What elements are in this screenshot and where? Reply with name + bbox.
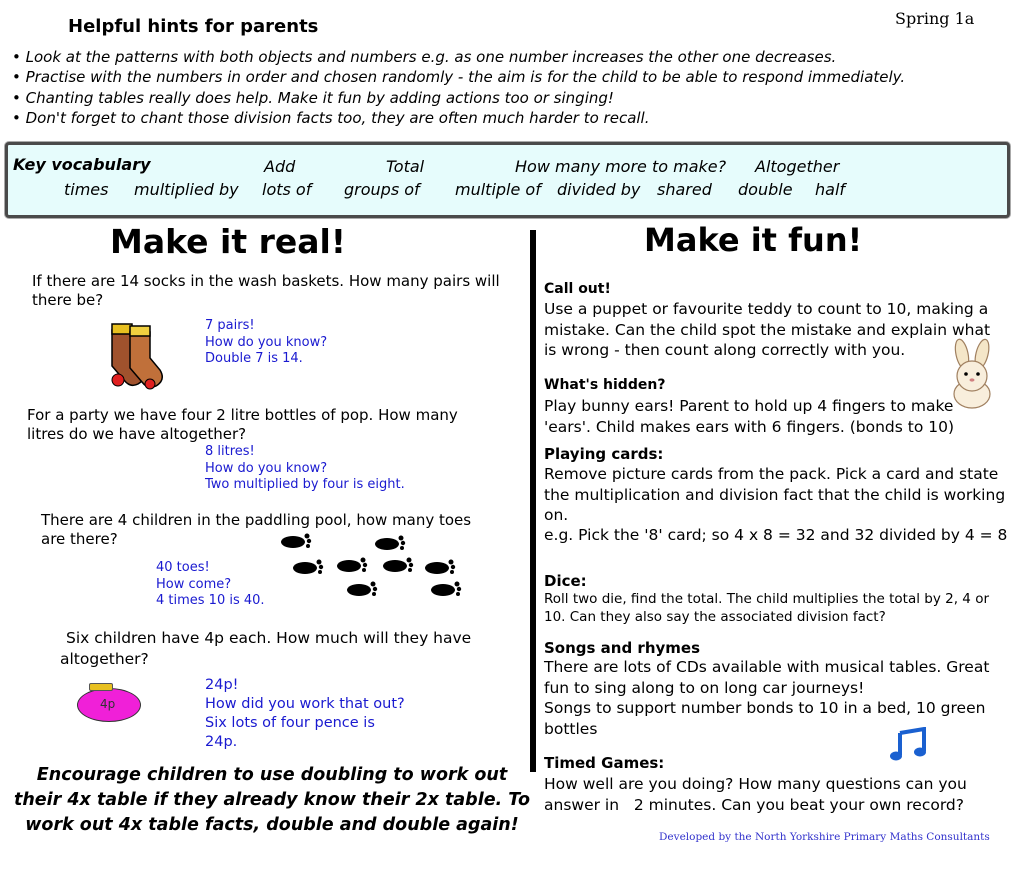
answer-line: Two multiplied by four is eight. xyxy=(205,477,405,492)
vocab-word: multiple of xyxy=(455,180,541,199)
answer-line: Six lots of four pence is xyxy=(205,715,375,731)
cards-text: Remove picture cards from the pack. Pick a card and state the multiplication and division fact that the child is working on. xyxy=(544,465,1006,524)
purse-clasp xyxy=(89,683,113,691)
answer-line: 4 times 10 is 40. xyxy=(156,593,265,608)
timed-title: Timed Games: xyxy=(544,754,665,772)
answer-line: 24p! xyxy=(205,677,239,693)
column-divider xyxy=(530,230,536,772)
hidden-title: What's hidden? xyxy=(544,377,666,393)
question-socks: If there are 14 socks in the wash baskets. How many pairs will there be? xyxy=(32,272,500,309)
hint-3: • Chanting tables really does help. Make it fun by adding actions too or singing! xyxy=(12,89,614,107)
answer-line: Double 7 is 14. xyxy=(205,351,303,366)
vocabulary-title: Key vocabulary xyxy=(13,155,151,174)
vocab-word: How many more to make? xyxy=(515,157,727,176)
answer-line: 24p. xyxy=(205,734,238,750)
answer-line: How come? xyxy=(156,576,232,592)
timed-text: How well are you doing? How many questions can you answer in 2 minutes. Can you beat your own record? xyxy=(544,775,967,814)
vocab-word: Total xyxy=(386,157,425,176)
music-note-icon xyxy=(888,727,930,763)
vocab-word: lots of xyxy=(262,180,312,199)
songs-text: There are lots of CDs available with musical tables. Great fun to sing along to on long car journeys! xyxy=(544,658,990,697)
dice-text: Roll two die, find the total. The child multiplies the total by 2, 4 or 10. Can they also say the associated division fact? xyxy=(544,591,989,625)
vocab-word: times xyxy=(64,180,109,199)
question-toes: There are 4 children in the paddling pool, how many toes are there? xyxy=(41,511,472,548)
footprints-icon xyxy=(275,530,470,605)
hint-1: • Look at the patterns with both objects and numbers e.g. as one number increases the other one decreases. xyxy=(12,48,837,66)
question-bottles: For a party we have four 2 litre bottles of pop. How many litres do we have altogether? xyxy=(27,406,458,443)
answer-line: How do you know? xyxy=(205,460,328,476)
term-label: Spring 1a xyxy=(895,9,975,28)
hidden-text: Play bunny ears! Parent to hold up 4 fingers to make 'ears'. Child makes ears with 6 fingers. (bonds to 10) xyxy=(544,397,955,436)
page-title: Helpful hints for parents xyxy=(68,16,319,37)
songs-text-2: Songs to support number bonds to 10 in a bed, 10 green bottles xyxy=(544,699,986,738)
purse-label: 4p xyxy=(100,697,116,711)
callout-text: Use a puppet or favourite teddy to count to 10, making a mistake. Can the child spot the mistake and explain what is wrong - then count along correctly with you. xyxy=(544,300,991,359)
answer-line: 40 toes! xyxy=(156,560,210,575)
answer-line: How did you work that out? xyxy=(205,696,405,712)
callout-title: Call out! xyxy=(544,281,611,297)
songs-title: Songs and rhymes xyxy=(544,639,701,657)
hint-4: • Don't forget to chant those division facts too, they are often much harder to recall. xyxy=(12,109,650,127)
dice-title: Dice: xyxy=(544,572,587,590)
make-it-real-heading: Make it real! xyxy=(110,222,346,261)
answer-line: 7 pairs! xyxy=(205,318,255,333)
cards-example: e.g. Pick the '8' card; so 4 x 8 = 32 and 32 divided by 4 = 8 xyxy=(544,526,1008,544)
vocab-word: Altogether xyxy=(755,157,840,176)
cards-title: Playing cards: xyxy=(544,445,664,463)
answer-line: How do you know? xyxy=(205,334,328,350)
answer-line: 8 litres! xyxy=(205,444,255,459)
doubling-tip: Encourage children to use doubling to work out their 4x table if they already know their 2x table. To work out 4x table facts, double and double again! xyxy=(13,765,531,835)
question-pence: Six children have 4p each. How much will they have altogether? xyxy=(60,629,472,668)
vocab-word: shared xyxy=(657,180,712,199)
vocab-word: Add xyxy=(264,157,296,176)
socks-icon xyxy=(104,320,168,390)
vocab-word: half xyxy=(815,180,846,199)
vocab-word: groups of xyxy=(344,180,420,199)
vocab-word: multiplied by xyxy=(134,180,239,199)
vocab-word: double xyxy=(738,180,793,199)
make-it-fun-heading: Make it fun! xyxy=(644,221,863,259)
credit-line: Developed by the North Yorkshire Primary Maths Consultants xyxy=(659,831,990,843)
hint-2: • Practise with the numbers in order and chosen randomly - the aim is for the child to be able to respond immediately. xyxy=(12,68,906,86)
vocab-word: divided by xyxy=(557,180,641,199)
